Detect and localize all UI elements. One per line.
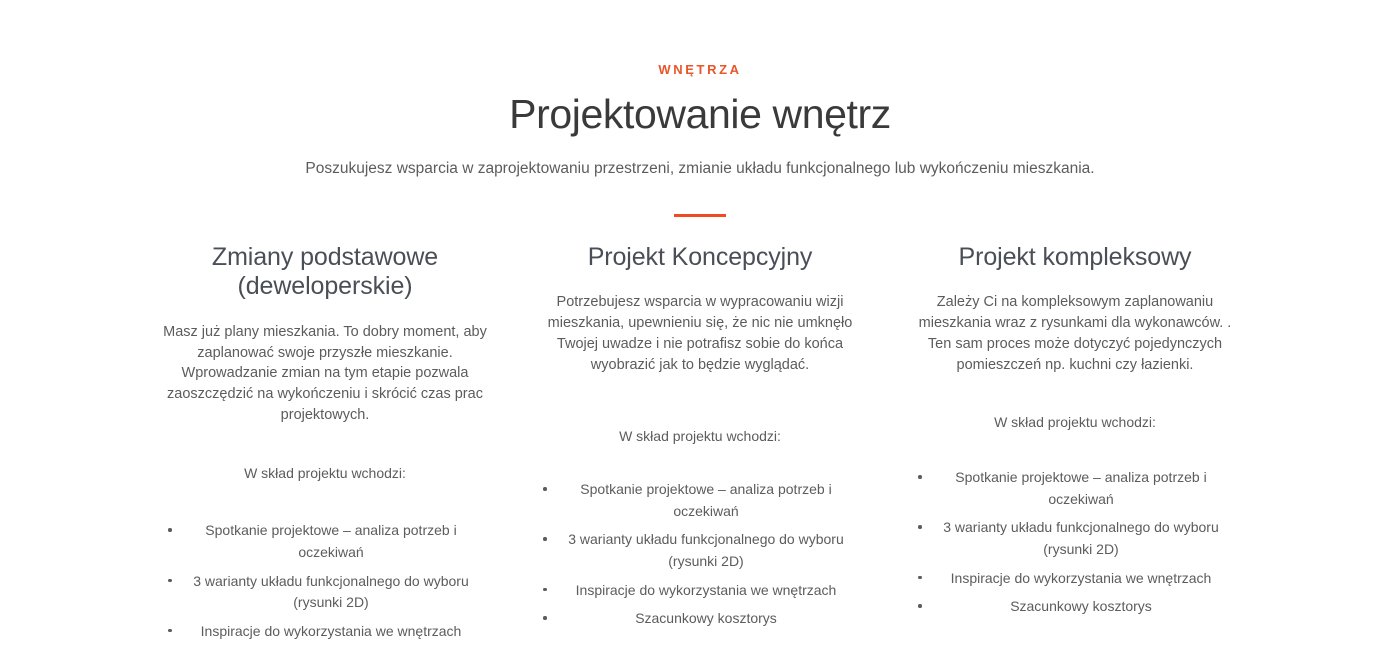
- service-feature-label: Spotkanie projektowe – analiza potrzeb i oczekiwań: [955, 469, 1207, 507]
- service-feature-item: [535, 529, 865, 572]
- service-title: Zmiany podstawowe (deweloperskie): [211, 242, 439, 301]
- service-column-comprehensive: [910, 243, 1240, 625]
- bullet-dot-icon: [543, 537, 547, 541]
- bullet-dot-icon: [918, 604, 922, 608]
- service-feature-item: [910, 467, 1240, 510]
- service-feature-label: Spotkanie projektowe – analiza potrzeb i oczekiwań: [205, 522, 457, 560]
- service-title: Projekt kompleksowy: [958, 242, 1192, 271]
- service-feature-item: [910, 596, 1240, 618]
- service-column-concept: [535, 243, 865, 637]
- service-feature-list: [535, 479, 865, 630]
- service-feature-item: [160, 621, 490, 643]
- service-feature-label: Szacunkowy kosztorys: [1010, 598, 1152, 615]
- service-includes-label: W skład projektu wchodzi:: [619, 428, 781, 445]
- service-feature-label: 3 warianty układu funkcjonalnego do wyboru (rysunki 2D): [193, 572, 469, 611]
- service-feature-label: Inspiracje do wykorzystania we wnętrzach: [950, 569, 1212, 586]
- bullet-dot-icon: [543, 616, 547, 620]
- bullet-dot-icon: [918, 576, 922, 580]
- service-feature-label: Inspiracje do wykorzystania we wnętrzach: [200, 622, 462, 639]
- page-title: Projektowanie wnętrz: [509, 90, 891, 137]
- service-feature-label: Spotkanie projektowe – analiza potrzeb i oczekiwań: [580, 481, 832, 519]
- service-feature-item: [910, 568, 1240, 590]
- bullet-dot-icon: [168, 579, 172, 583]
- service-feature-list: [160, 520, 490, 642]
- page-subtitle: Poszukujesz wsparcia w zaprojektowaniu przestrzeni, zmianie układu funkcjonalnego lub wykończeniu mieszkania.: [305, 159, 1095, 177]
- service-feature-label: Inspiracje do wykorzystania we wnętrzach: [575, 581, 837, 598]
- bullet-dot-icon: [168, 629, 172, 633]
- service-includes-label: W skład projektu wchodzi:: [994, 414, 1156, 431]
- service-column-basic: [160, 243, 490, 650]
- bullet-dot-icon: [543, 588, 547, 592]
- bullet-dot-icon: [918, 475, 922, 479]
- service-feature-item: [160, 571, 490, 614]
- service-title: Projekt Koncepcyjny: [587, 242, 813, 271]
- service-feature-item: [910, 517, 1240, 560]
- service-feature-label: 3 warianty układu funkcjonalnego do wyboru (rysunki 2D): [943, 519, 1219, 558]
- service-feature-list: [910, 467, 1240, 618]
- accent-divider: [674, 214, 726, 217]
- bullet-dot-icon: [918, 525, 922, 529]
- bullet-dot-icon: [168, 528, 172, 532]
- page-header: [190, 0, 1210, 217]
- service-feature-item: [535, 580, 865, 602]
- service-columns: [160, 243, 1240, 650]
- service-feature-label: Szacunkowy kosztorys: [635, 610, 777, 627]
- service-description: Potrzebujesz wsparcia w wypracowaniu wizji mieszkania, upewnieniu się, że nic nie umknęło Twojej uwadze i nie potrafisz sobie do końca wyobrazić jak to będzie wyglądać.: [547, 294, 853, 373]
- service-description: Masz już plany mieszkania. To dobry moment, aby zaplanować swoje przyszłe mieszkanie. Wprowadzanie zmian na tym etapie pozwala zaoszczędzić na wykończeniu i skrócić czas prac projektowych.: [163, 323, 487, 423]
- service-feature-label: 3 warianty układu funkcjonalnego do wyboru (rysunki 2D): [568, 531, 844, 570]
- section-eyebrow: WNĘTRZA: [658, 62, 742, 77]
- bullet-dot-icon: [543, 487, 547, 491]
- service-feature-item: [160, 520, 490, 563]
- service-includes-label: W skład projektu wchodzi:: [244, 464, 406, 481]
- service-description: Zależy Ci na kompleksowym zaplanowaniu mieszkania wraz z rysunkami dla wykonawców. . Ten sam proces może dotyczyć pojedynczych pomieszczeń np. kuchni czy łazienki.: [918, 294, 1232, 373]
- service-feature-item: [535, 479, 865, 522]
- service-feature-item: [535, 608, 865, 630]
- divider-wrapper: [190, 214, 1210, 217]
